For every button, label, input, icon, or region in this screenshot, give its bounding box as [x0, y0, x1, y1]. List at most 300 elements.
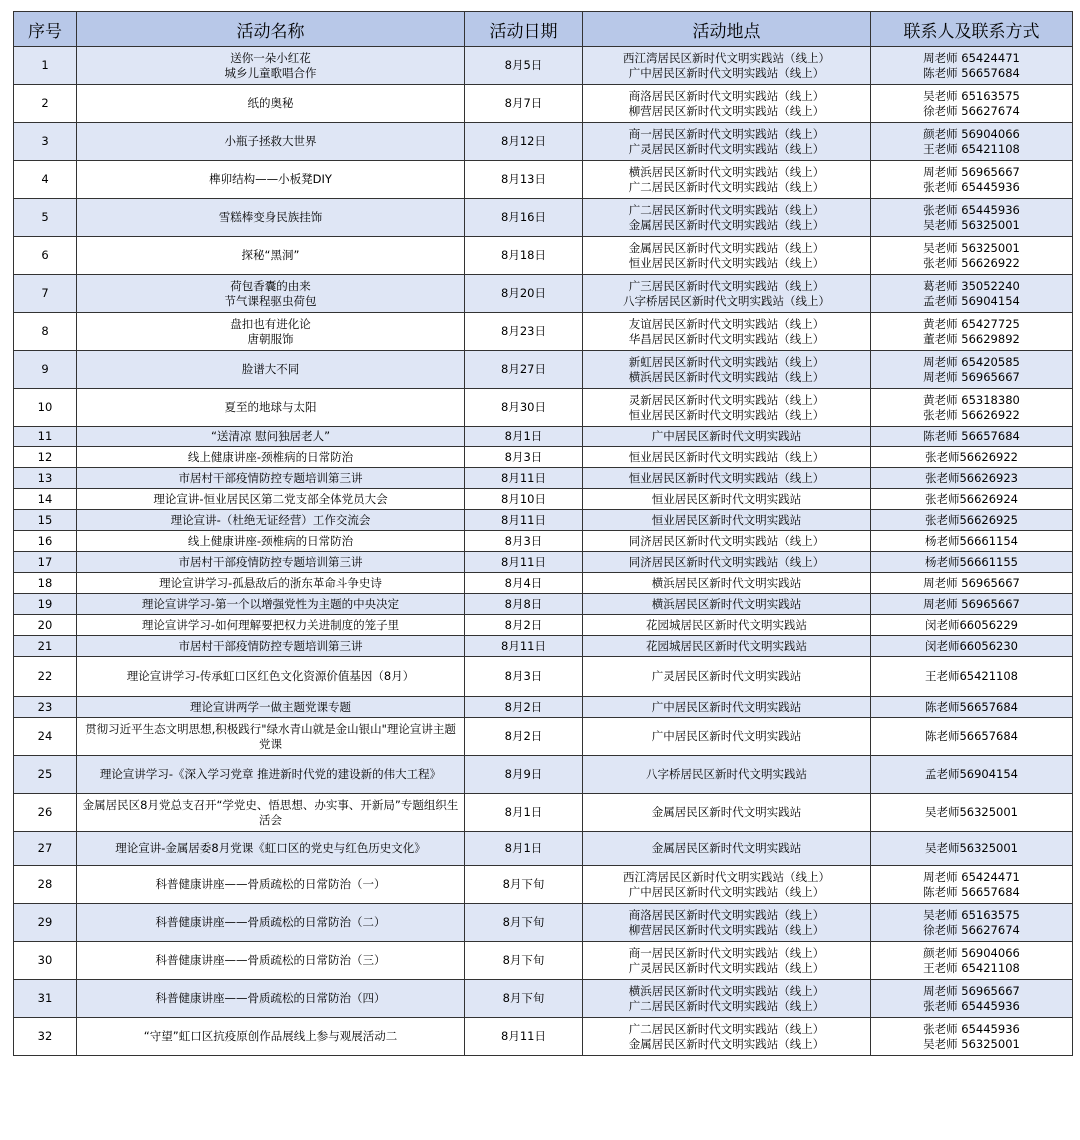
table-row — [14, 942, 1073, 980]
cell-date-text: 8月2日 — [504, 699, 543, 714]
cell-contact-text: 杨老师56661154 — [924, 533, 1019, 548]
table-row — [14, 313, 1073, 351]
cell-date — [465, 1018, 583, 1056]
cell-contact-text: 张老师56626923 — [924, 470, 1019, 485]
table-row — [14, 636, 1073, 657]
cell-name — [77, 866, 465, 904]
table-row — [14, 1018, 1073, 1056]
cell-place-text: 广二居民区新时代文明实践站（线上） — [628, 179, 825, 194]
cell-no-text: 31 — [37, 991, 53, 1005]
cell-date — [465, 123, 583, 161]
cell-contact — [871, 756, 1073, 794]
cell-contact — [871, 1018, 1073, 1056]
cell-no — [14, 594, 77, 615]
cell-place-text: 横浜居民区新时代文明实践站 — [651, 575, 802, 590]
cell-name — [77, 942, 465, 980]
cell-name-text: 市居村干部疫情防控专题培训第三讲 — [178, 554, 363, 569]
cell-name-text: 线上健康讲座-颈椎病的日常防治 — [187, 449, 354, 464]
cell-contact-text: 周老师 56965667 — [923, 983, 1020, 998]
cell-no — [14, 573, 77, 594]
cell-name-text: 榫卯结构——小板凳DIY — [209, 172, 332, 186]
cell-contact-text: 颜老师 56904066 — [923, 126, 1020, 141]
cell-no — [14, 389, 77, 427]
table-row — [14, 904, 1073, 942]
cell-no — [14, 552, 77, 573]
table-row — [14, 237, 1073, 275]
cell-contact-text: 张老师56626925 — [924, 512, 1019, 527]
table-row — [14, 85, 1073, 123]
cell-contact — [871, 468, 1073, 489]
cell-place-text: 花园城居民区新时代文明实践站 — [646, 638, 807, 653]
table-row — [14, 199, 1073, 237]
cell-no-text: 2 — [41, 96, 49, 110]
cell-date-text: 8月2日 — [504, 729, 543, 743]
cell-date — [465, 447, 583, 468]
cell-place-text: 广灵居民区新时代文明实践站 — [651, 669, 802, 683]
cell-name — [77, 794, 465, 832]
cell-date-text: 8月20日 — [501, 286, 546, 300]
cell-no-text: 8 — [41, 324, 49, 338]
cell-place-text: 广三居民区新时代文明实践站（线上） — [628, 278, 825, 293]
cell-contact-text: 徐老师 56627674 — [923, 922, 1020, 937]
cell-contact-text: 吴老师 65163575 — [923, 907, 1020, 922]
cell-name-text: 理论宣讲学习-第一个以增强党性为主题的中央决定 — [141, 596, 400, 611]
cell-place — [583, 510, 871, 531]
cell-no — [14, 199, 77, 237]
cell-name-text: 金属居民区8月党总支召开“学党史、悟思想、办实事、开新局”专题组织生活会 — [82, 797, 459, 827]
cell-name — [77, 615, 465, 636]
table-row — [14, 832, 1073, 866]
cell-place — [583, 351, 871, 389]
cell-contact — [871, 510, 1073, 531]
cell-date — [465, 161, 583, 199]
cell-contact-text: 周老师 65420585 — [923, 354, 1020, 369]
cell-no — [14, 123, 77, 161]
cell-date-text: 8月4日 — [504, 575, 543, 590]
cell-no — [14, 489, 77, 510]
cell-date-text: 8月下旬 — [502, 953, 545, 967]
cell-place-text: 广中居民区新时代文明实践站 — [651, 729, 802, 743]
table-row — [14, 980, 1073, 1018]
cell-name-text: 节气课程驱虫荷包 — [224, 293, 317, 308]
cell-place-text: 商洛居民区新时代文明实践站（线上） — [628, 88, 825, 103]
cell-date-text: 8月下旬 — [502, 915, 545, 929]
cell-name — [77, 468, 465, 489]
cell-place-text: 广二居民区新时代文明实践站（线上） — [628, 998, 825, 1013]
cell-name-text: 荷包香囊的由来 — [230, 278, 311, 293]
cell-date-text: 8月7日 — [504, 96, 543, 110]
cell-name-text: 理论宣讲-恒业居民区第二党支部全体党员大会 — [153, 491, 388, 506]
cell-contact — [871, 531, 1073, 552]
cell-contact — [871, 199, 1073, 237]
cell-date-text: 8月1日 — [504, 805, 543, 819]
cell-date — [465, 657, 583, 697]
cell-name — [77, 489, 465, 510]
cell-contact — [871, 161, 1073, 199]
cell-contact-text: 周老师 56965667 — [923, 575, 1020, 590]
cell-place — [583, 427, 871, 447]
cell-name-text: 盘扣也有进化论 — [230, 316, 311, 331]
activity-table-container — [13, 11, 1072, 1056]
cell-place-text: 广中居民区新时代文明实践站 — [651, 429, 802, 443]
cell-contact-text: 闵老师66056229 — [924, 617, 1019, 632]
cell-contact-text: 周老师 65424471 — [923, 50, 1020, 65]
cell-contact-text: 周老师 56965667 — [923, 369, 1020, 384]
cell-contact-text: 吴老师 56325001 — [923, 217, 1020, 232]
cell-date — [465, 313, 583, 351]
cell-place-text: 西江湾居民区新时代文明实践站（线上） — [623, 869, 830, 884]
cell-date — [465, 594, 583, 615]
cell-date-text: 8月10日 — [501, 491, 546, 506]
cell-place-text: 金属居民区新时代文明实践站（线上） — [628, 1036, 825, 1051]
cell-contact-text: 杨老师56661155 — [924, 554, 1019, 569]
cell-place — [583, 85, 871, 123]
cell-name-text: 理论宣讲学习-如何理解要把权力关进制度的笼子里 — [141, 617, 400, 632]
cell-no — [14, 1018, 77, 1056]
cell-place-text: 八字桥居民区新时代文明实践站（线上） — [623, 293, 830, 308]
cell-contact — [871, 866, 1073, 904]
cell-contact — [871, 237, 1073, 275]
cell-date — [465, 427, 583, 447]
cell-date-text: 8月8日 — [504, 596, 543, 611]
cell-place — [583, 615, 871, 636]
cell-name — [77, 636, 465, 657]
cell-place — [583, 866, 871, 904]
cell-name — [77, 85, 465, 123]
cell-name — [77, 313, 465, 351]
cell-contact — [871, 123, 1073, 161]
cell-contact-text: 吴老师56325001 — [924, 841, 1019, 855]
table-row — [14, 594, 1073, 615]
cell-place-text: 友谊居民区新时代文明实践站（线上） — [628, 316, 825, 331]
cell-place-text: 恒业居民区新时代文明实践站（线上） — [628, 449, 825, 464]
cell-name — [77, 1018, 465, 1056]
cell-name-text: 送你一朵小红花 — [230, 50, 311, 65]
cell-place-text: 华昌居民区新时代文明实践站（线上） — [628, 331, 825, 346]
table-row — [14, 389, 1073, 427]
cell-contact — [871, 313, 1073, 351]
cell-no-text: 23 — [37, 699, 53, 714]
cell-no — [14, 866, 77, 904]
cell-contact-text: 黄老师 65318380 — [923, 392, 1020, 407]
cell-name — [77, 447, 465, 468]
cell-no-text: 1 — [41, 58, 49, 72]
cell-name-text: 理论宣讲学习-孤悬敌后的浙东革命斗争史诗 — [159, 575, 382, 590]
cell-date — [465, 531, 583, 552]
cell-place-text: 金属居民区新时代文明实践站（线上） — [628, 240, 825, 255]
cell-no-text: 24 — [37, 729, 53, 743]
table-row — [14, 697, 1073, 718]
cell-date — [465, 904, 583, 942]
cell-place-text: 商洛居民区新时代文明实践站（线上） — [628, 907, 825, 922]
cell-date — [465, 351, 583, 389]
header-no: 序号 — [14, 12, 77, 47]
cell-place-text: 恒业居民区新时代文明实践站 — [651, 491, 802, 506]
cell-contact-text: 陈老师 56657684 — [923, 65, 1020, 80]
cell-place-text: 横浜居民区新时代文明实践站（线上） — [628, 164, 825, 179]
cell-place-text: 同济居民区新时代文明实践站（线上） — [628, 533, 825, 548]
cell-no — [14, 980, 77, 1018]
cell-date-text: 8月2日 — [504, 617, 543, 632]
cell-no-text: 20 — [37, 617, 53, 632]
table-row — [14, 161, 1073, 199]
cell-contact-text: 吴老师56325001 — [924, 805, 1019, 819]
cell-name-text: 理论宣讲两学一做主题党课专题 — [190, 699, 351, 714]
cell-contact-text: 周老师 56965667 — [923, 596, 1020, 611]
cell-place-text: 广中居民区新时代文明实践站（线上） — [628, 65, 825, 80]
cell-place-text: 金属居民区新时代文明实践站 — [651, 841, 802, 855]
cell-place-text: 恒业居民区新时代文明实践站（线上） — [628, 255, 825, 270]
table-row — [14, 427, 1073, 447]
cell-name-text: 理论宣讲-（杜绝无证经营）工作交流会 — [170, 512, 371, 527]
cell-contact-text: 王老师65421108 — [924, 669, 1019, 683]
cell-place — [583, 573, 871, 594]
cell-no — [14, 718, 77, 756]
cell-name-text: 科普健康讲座——骨质疏松的日常防治（二） — [155, 915, 386, 929]
cell-no-text: 6 — [41, 248, 49, 262]
cell-no-text: 28 — [37, 877, 53, 891]
cell-date — [465, 275, 583, 313]
cell-no-text: 10 — [37, 400, 53, 414]
cell-no-text: 18 — [37, 575, 53, 590]
cell-date — [465, 697, 583, 718]
table-row — [14, 718, 1073, 756]
cell-no — [14, 161, 77, 199]
cell-date — [465, 573, 583, 594]
table-row — [14, 47, 1073, 85]
cell-no — [14, 615, 77, 636]
cell-date-text: 8月9日 — [504, 767, 543, 781]
cell-place — [583, 942, 871, 980]
cell-name — [77, 552, 465, 573]
cell-name — [77, 351, 465, 389]
cell-contact — [871, 427, 1073, 447]
cell-contact-text: 周老师 65424471 — [923, 869, 1020, 884]
cell-contact-text: 周老师 56965667 — [923, 164, 1020, 179]
cell-contact-text: 吴老师 56325001 — [923, 1036, 1020, 1051]
cell-place — [583, 552, 871, 573]
cell-date-text: 8月1日 — [504, 841, 543, 855]
cell-date-text: 8月30日 — [501, 400, 546, 414]
table-row — [14, 657, 1073, 697]
cell-contact — [871, 275, 1073, 313]
cell-no — [14, 237, 77, 275]
cell-contact — [871, 904, 1073, 942]
cell-name — [77, 756, 465, 794]
cell-no — [14, 942, 77, 980]
cell-place-text: 恒业居民区新时代文明实践站（线上） — [628, 470, 825, 485]
cell-date-text: 8月3日 — [504, 669, 543, 683]
cell-date-text: 8月11日 — [501, 638, 546, 653]
cell-date-text: 8月18日 — [501, 248, 546, 262]
cell-place-text: 同济居民区新时代文明实践站（线上） — [628, 554, 825, 569]
cell-place-text: 广灵居民区新时代文明实践站（线上） — [628, 141, 825, 156]
cell-place-text: 金属居民区新时代文明实践站（线上） — [628, 217, 825, 232]
cell-place — [583, 531, 871, 552]
cell-place-text: 八字桥居民区新时代文明实践站 — [646, 767, 807, 781]
cell-place — [583, 468, 871, 489]
cell-date-text: 8月11日 — [501, 1029, 546, 1043]
cell-contact — [871, 636, 1073, 657]
cell-no — [14, 47, 77, 85]
cell-contact — [871, 832, 1073, 866]
cell-name-text: 科普健康讲座——骨质疏松的日常防治（三） — [155, 953, 386, 967]
cell-date-text: 8月5日 — [504, 58, 543, 72]
cell-no — [14, 85, 77, 123]
cell-name-text: 贯彻习近平生态文明思想,积极践行"绿水青山就是金山银山"理论宣讲主题党课 — [85, 721, 456, 751]
cell-place — [583, 904, 871, 942]
cell-name-text: 探秘“黑洞” — [241, 248, 300, 262]
cell-contact-text: 董老师 56629892 — [923, 331, 1020, 346]
cell-date-text: 8月23日 — [501, 324, 546, 338]
cell-place — [583, 657, 871, 697]
cell-date — [465, 489, 583, 510]
cell-date — [465, 756, 583, 794]
table-row — [14, 123, 1073, 161]
cell-no-text: 22 — [37, 669, 53, 683]
cell-place — [583, 47, 871, 85]
cell-contact — [871, 657, 1073, 697]
cell-place — [583, 237, 871, 275]
cell-place-text: 金属居民区新时代文明实践站 — [651, 805, 802, 819]
cell-no — [14, 427, 77, 447]
cell-no — [14, 275, 77, 313]
cell-place — [583, 636, 871, 657]
cell-no-text: 11 — [37, 429, 53, 443]
cell-place — [583, 447, 871, 468]
cell-name — [77, 389, 465, 427]
cell-contact — [871, 980, 1073, 1018]
cell-place — [583, 123, 871, 161]
cell-place-text: 广二居民区新时代文明实践站（线上） — [628, 1021, 825, 1036]
cell-contact-text: 张老师 56626922 — [923, 407, 1020, 422]
header-row — [14, 12, 1073, 47]
cell-no — [14, 657, 77, 697]
cell-place — [583, 389, 871, 427]
table-row — [14, 468, 1073, 489]
cell-no — [14, 794, 77, 832]
table-row — [14, 510, 1073, 531]
cell-name — [77, 697, 465, 718]
cell-no-text: 4 — [41, 172, 49, 186]
cell-no-text: 7 — [41, 286, 49, 300]
cell-date-text: 8月下旬 — [502, 991, 545, 1005]
cell-name-text: 小瓶子拯救大世界 — [224, 134, 317, 148]
table-body — [14, 47, 1073, 1056]
cell-contact-text: 孟老师 56904154 — [923, 293, 1020, 308]
cell-name-text: 城乡儿童歌唱合作 — [224, 65, 317, 80]
cell-contact-text: 闵老师66056230 — [924, 638, 1019, 653]
cell-contact — [871, 552, 1073, 573]
cell-no — [14, 636, 77, 657]
cell-place — [583, 313, 871, 351]
cell-no-text: 9 — [41, 362, 49, 376]
cell-no-text: 5 — [41, 210, 49, 224]
cell-contact-text: 张老师 65445936 — [923, 1021, 1020, 1036]
cell-contact — [871, 615, 1073, 636]
cell-name — [77, 531, 465, 552]
cell-name — [77, 161, 465, 199]
cell-date-text: 8月27日 — [501, 362, 546, 376]
cell-place-text: 横浜居民区新时代文明实践站（线上） — [628, 983, 825, 998]
cell-name — [77, 427, 465, 447]
cell-date — [465, 468, 583, 489]
cell-no-text: 3 — [41, 134, 49, 148]
cell-contact — [871, 47, 1073, 85]
cell-no-text: 32 — [37, 1029, 53, 1043]
cell-contact-text: 陈老师 56657684 — [923, 884, 1020, 899]
table-row — [14, 351, 1073, 389]
cell-date — [465, 636, 583, 657]
cell-name-text: “送清凉 慰问独居老人” — [210, 429, 331, 443]
cell-date-text: 8月16日 — [501, 210, 546, 224]
cell-date-text: 8月12日 — [501, 134, 546, 148]
cell-no-text: 14 — [37, 491, 53, 506]
cell-date — [465, 510, 583, 531]
cell-no — [14, 756, 77, 794]
cell-no — [14, 351, 77, 389]
table-row — [14, 447, 1073, 468]
cell-place — [583, 161, 871, 199]
cell-place-text: 横浜居民区新时代文明实践站 — [651, 596, 802, 611]
cell-name — [77, 980, 465, 1018]
cell-name-text: 唐朝服饰 — [247, 331, 294, 346]
cell-place — [583, 756, 871, 794]
cell-date — [465, 980, 583, 1018]
cell-contact-text: 张老师56626922 — [924, 449, 1019, 464]
cell-name — [77, 123, 465, 161]
cell-name-text: 科普健康讲座——骨质疏松的日常防治（一） — [155, 877, 386, 891]
cell-date — [465, 552, 583, 573]
cell-no — [14, 904, 77, 942]
cell-place-text: 柳营居民区新时代文明实践站（线上） — [628, 103, 825, 118]
table-row — [14, 573, 1073, 594]
cell-no-text: 15 — [37, 512, 53, 527]
cell-place-text: 广中居民区新时代文明实践站 — [651, 699, 802, 714]
cell-date — [465, 718, 583, 756]
cell-date — [465, 866, 583, 904]
cell-contact-text: 张老师 65445936 — [923, 998, 1020, 1013]
cell-date-text: 8月11日 — [501, 512, 546, 527]
cell-no — [14, 832, 77, 866]
cell-no — [14, 468, 77, 489]
cell-contact-text: 颜老师 56904066 — [923, 945, 1020, 960]
table-row — [14, 531, 1073, 552]
cell-no-text: 19 — [37, 596, 53, 611]
cell-name — [77, 904, 465, 942]
cell-place-text: 商一居民区新时代文明实践站（线上） — [628, 945, 825, 960]
cell-date-text: 8月11日 — [501, 554, 546, 569]
header-name: 活动名称 — [77, 12, 465, 47]
header-place: 活动地点 — [583, 12, 871, 47]
cell-name — [77, 199, 465, 237]
cell-place — [583, 718, 871, 756]
cell-place-text: 花园城居民区新时代文明实践站 — [646, 617, 807, 632]
cell-no-text: 30 — [37, 953, 53, 967]
cell-name — [77, 657, 465, 697]
table-row — [14, 756, 1073, 794]
cell-place-text: 灵新居民区新时代文明实践站（线上） — [628, 392, 825, 407]
cell-name-text: 市居村干部疫情防控专题培训第三讲 — [178, 638, 363, 653]
cell-place — [583, 832, 871, 866]
cell-no-text: 25 — [37, 767, 53, 781]
cell-no-text: 13 — [37, 470, 53, 485]
cell-date — [465, 832, 583, 866]
table-row — [14, 615, 1073, 636]
cell-contact-text: 葛老师 35052240 — [923, 278, 1020, 293]
cell-name-text: 科普健康讲座——骨质疏松的日常防治（四） — [155, 991, 386, 1005]
cell-name-text: 纸的奥秘 — [247, 96, 294, 110]
